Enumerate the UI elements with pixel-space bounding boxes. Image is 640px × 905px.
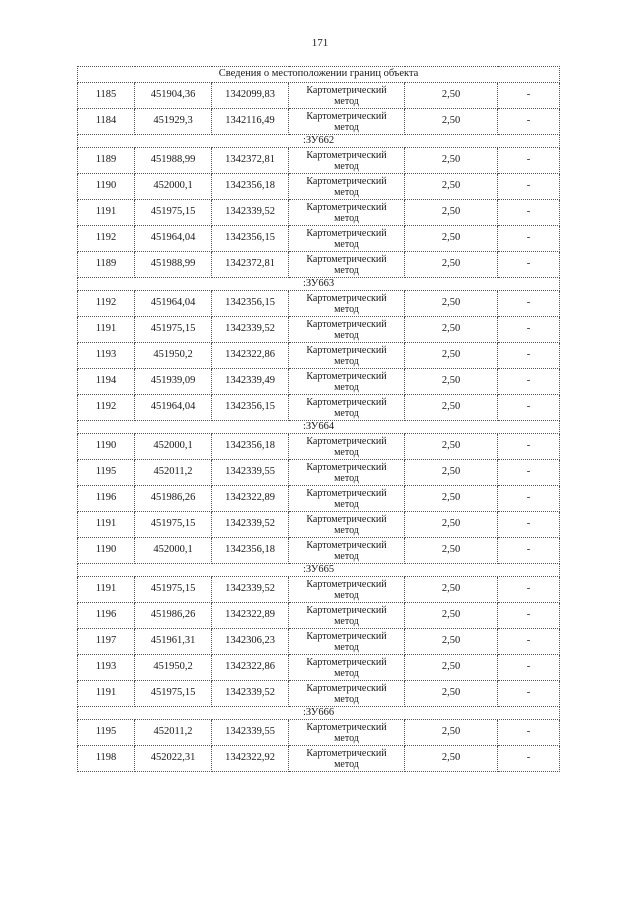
- method-line: Картометрический: [306, 539, 387, 551]
- section-label: :ЗУ663: [78, 278, 560, 291]
- x-coordinate-cell: 451975,15: [135, 681, 212, 707]
- method-line: метод: [334, 472, 359, 484]
- section-label: :ЗУ664: [78, 421, 560, 434]
- accuracy-cell: 2,50: [405, 226, 498, 252]
- point-number-cell: 1191: [78, 317, 135, 343]
- method-cell: [289, 395, 405, 421]
- table-row: [78, 720, 560, 746]
- table-row: [78, 681, 560, 707]
- x-coordinate-cell: 452022,31: [135, 746, 212, 772]
- point-number-cell: 1191: [78, 681, 135, 707]
- note-cell: -: [498, 460, 560, 486]
- note-cell: -: [498, 226, 560, 252]
- table-row: [78, 603, 560, 629]
- method-cell: [289, 252, 405, 278]
- point-number-cell: 1190: [78, 538, 135, 564]
- x-coordinate-cell: 451929,3: [135, 109, 212, 135]
- note-cell: -: [498, 681, 560, 707]
- point-number-cell: 1191: [78, 200, 135, 226]
- section-label: :ЗУ666: [78, 707, 560, 720]
- section-row: [78, 564, 560, 577]
- note-cell: -: [498, 83, 560, 109]
- method-cell: [289, 538, 405, 564]
- note-cell: -: [498, 603, 560, 629]
- method-line: метод: [334, 641, 359, 653]
- section-row: [78, 707, 560, 720]
- y-coordinate-cell: 1342099,83: [212, 83, 289, 109]
- method-line: метод: [334, 498, 359, 510]
- method-cell: [289, 317, 405, 343]
- x-coordinate-cell: 451988,99: [135, 252, 212, 278]
- accuracy-cell: 2,50: [405, 83, 498, 109]
- y-coordinate-cell: 1342306,23: [212, 629, 289, 655]
- point-number-cell: 1189: [78, 148, 135, 174]
- x-coordinate-cell: 451975,15: [135, 200, 212, 226]
- table-row: [78, 746, 560, 772]
- method-line: Картометрический: [306, 84, 387, 96]
- y-coordinate-cell: 1342322,92: [212, 746, 289, 772]
- note-cell: -: [498, 746, 560, 772]
- y-coordinate-cell: 1342339,55: [212, 720, 289, 746]
- y-coordinate-cell: 1342339,55: [212, 460, 289, 486]
- y-coordinate-cell: 1342356,18: [212, 174, 289, 200]
- accuracy-cell: 2,50: [405, 655, 498, 681]
- method-line: метод: [334, 264, 359, 276]
- x-coordinate-cell: 451986,26: [135, 486, 212, 512]
- method-cell: [289, 291, 405, 317]
- method-line: Картометрический: [306, 578, 387, 590]
- method-cell: [289, 655, 405, 681]
- method-line: метод: [334, 524, 359, 536]
- method-line: метод: [334, 329, 359, 341]
- accuracy-cell: 2,50: [405, 460, 498, 486]
- table-row: [78, 629, 560, 655]
- table-row: [78, 486, 560, 512]
- y-coordinate-cell: 1342339,52: [212, 577, 289, 603]
- method-line: метод: [334, 95, 359, 107]
- y-coordinate-cell: 1342356,15: [212, 395, 289, 421]
- accuracy-cell: 2,50: [405, 291, 498, 317]
- accuracy-cell: 2,50: [405, 603, 498, 629]
- method-cell: [289, 226, 405, 252]
- method-line: Картометрический: [306, 370, 387, 382]
- table-row: [78, 434, 560, 460]
- note-cell: -: [498, 200, 560, 226]
- table-row: [78, 200, 560, 226]
- point-number-cell: 1190: [78, 434, 135, 460]
- method-line: Картометрический: [306, 461, 387, 473]
- point-number-cell: 1196: [78, 603, 135, 629]
- method-cell: [289, 720, 405, 746]
- y-coordinate-cell: 1342322,86: [212, 343, 289, 369]
- method-line: Картометрический: [306, 721, 387, 733]
- method-cell: [289, 460, 405, 486]
- method-cell: [289, 343, 405, 369]
- method-line: метод: [334, 238, 359, 250]
- section-row: [78, 278, 560, 291]
- y-coordinate-cell: 1342339,52: [212, 681, 289, 707]
- note-cell: -: [498, 629, 560, 655]
- x-coordinate-cell: 451986,26: [135, 603, 212, 629]
- method-line: Картометрический: [306, 227, 387, 239]
- method-line: Картометрический: [306, 253, 387, 265]
- table-row: [78, 148, 560, 174]
- method-line: метод: [334, 693, 359, 705]
- x-coordinate-cell: 451975,15: [135, 577, 212, 603]
- table-title-row: [78, 67, 560, 83]
- table-row: [78, 460, 560, 486]
- method-line: метод: [334, 407, 359, 419]
- method-line: метод: [334, 381, 359, 393]
- point-number-cell: 1191: [78, 577, 135, 603]
- accuracy-cell: 2,50: [405, 395, 498, 421]
- page-number: 171: [311, 37, 329, 49]
- table-row: [78, 512, 560, 538]
- method-line: метод: [334, 186, 359, 198]
- y-coordinate-cell: 1342356,15: [212, 226, 289, 252]
- x-coordinate-cell: 451950,2: [135, 655, 212, 681]
- x-coordinate-cell: 451961,31: [135, 629, 212, 655]
- x-coordinate-cell: 451964,04: [135, 395, 212, 421]
- method-cell: [289, 83, 405, 109]
- note-cell: -: [498, 252, 560, 278]
- method-cell: [289, 746, 405, 772]
- method-line: метод: [334, 160, 359, 172]
- method-line: метод: [334, 589, 359, 601]
- method-line: Картометрический: [306, 149, 387, 161]
- method-line: Картометрический: [306, 175, 387, 187]
- point-number-cell: 1192: [78, 226, 135, 252]
- x-coordinate-cell: 451904,36: [135, 83, 212, 109]
- note-cell: -: [498, 174, 560, 200]
- point-number-cell: 1191: [78, 512, 135, 538]
- note-cell: -: [498, 343, 560, 369]
- note-cell: -: [498, 655, 560, 681]
- section-label: :ЗУ665: [78, 564, 560, 577]
- method-line: метод: [334, 732, 359, 744]
- method-line: Картометрический: [306, 318, 387, 330]
- point-number-cell: 1192: [78, 395, 135, 421]
- method-cell: [289, 577, 405, 603]
- method-line: метод: [334, 121, 359, 133]
- accuracy-cell: 2,50: [405, 200, 498, 226]
- x-coordinate-cell: 451988,99: [135, 148, 212, 174]
- table-row: [78, 291, 560, 317]
- x-coordinate-cell: 452000,1: [135, 174, 212, 200]
- method-line: метод: [334, 667, 359, 679]
- method-line: Картометрический: [306, 344, 387, 356]
- note-cell: -: [498, 148, 560, 174]
- point-number-cell: 1198: [78, 746, 135, 772]
- accuracy-cell: 2,50: [405, 343, 498, 369]
- y-coordinate-cell: 1342339,52: [212, 512, 289, 538]
- point-number-cell: 1195: [78, 460, 135, 486]
- method-cell: [289, 174, 405, 200]
- y-coordinate-cell: 1342322,89: [212, 486, 289, 512]
- accuracy-cell: 2,50: [405, 434, 498, 460]
- table-row: [78, 317, 560, 343]
- accuracy-cell: 2,50: [405, 681, 498, 707]
- point-number-cell: 1190: [78, 174, 135, 200]
- section-row: [78, 135, 560, 148]
- table-row: [78, 226, 560, 252]
- note-cell: -: [498, 395, 560, 421]
- x-coordinate-cell: 452000,1: [135, 434, 212, 460]
- note-cell: -: [498, 720, 560, 746]
- method-line: Картометрический: [306, 747, 387, 759]
- method-line: метод: [334, 303, 359, 315]
- boundary-table-body: [78, 67, 560, 772]
- y-coordinate-cell: 1342339,49: [212, 369, 289, 395]
- accuracy-cell: 2,50: [405, 148, 498, 174]
- accuracy-cell: 2,50: [405, 577, 498, 603]
- method-line: Картометрический: [306, 487, 387, 499]
- point-number-cell: 1197: [78, 629, 135, 655]
- method-line: Картометрический: [306, 292, 387, 304]
- x-coordinate-cell: 451975,15: [135, 317, 212, 343]
- accuracy-cell: 2,50: [405, 174, 498, 200]
- accuracy-cell: 2,50: [405, 512, 498, 538]
- method-line: метод: [334, 758, 359, 770]
- x-coordinate-cell: 451975,15: [135, 512, 212, 538]
- accuracy-cell: 2,50: [405, 109, 498, 135]
- note-cell: -: [498, 538, 560, 564]
- y-coordinate-cell: 1342322,86: [212, 655, 289, 681]
- point-number-cell: 1193: [78, 655, 135, 681]
- y-coordinate-cell: 1342116,49: [212, 109, 289, 135]
- table-row: [78, 109, 560, 135]
- accuracy-cell: 2,50: [405, 317, 498, 343]
- method-line: Картометрический: [306, 682, 387, 694]
- method-line: метод: [334, 355, 359, 367]
- method-line: Картометрический: [306, 513, 387, 525]
- table-row: [78, 395, 560, 421]
- method-line: Картометрический: [306, 110, 387, 122]
- table-row: [78, 655, 560, 681]
- note-cell: -: [498, 109, 560, 135]
- y-coordinate-cell: 1342356,18: [212, 434, 289, 460]
- point-number-cell: 1194: [78, 369, 135, 395]
- method-line: Картометрический: [306, 435, 387, 447]
- note-cell: -: [498, 291, 560, 317]
- note-cell: -: [498, 512, 560, 538]
- section-row: [78, 421, 560, 434]
- table-row: [78, 343, 560, 369]
- accuracy-cell: 2,50: [405, 486, 498, 512]
- method-cell: [289, 486, 405, 512]
- y-coordinate-cell: 1342339,52: [212, 317, 289, 343]
- y-coordinate-cell: 1342372,81: [212, 252, 289, 278]
- table-title: Сведения о местоположении границ объекта: [78, 67, 560, 83]
- table-row: [78, 252, 560, 278]
- y-coordinate-cell: 1342322,89: [212, 603, 289, 629]
- accuracy-cell: 2,50: [405, 629, 498, 655]
- note-cell: -: [498, 369, 560, 395]
- method-line: Картометрический: [306, 656, 387, 668]
- x-coordinate-cell: 451950,2: [135, 343, 212, 369]
- boundary-table: [77, 66, 560, 772]
- method-cell: [289, 512, 405, 538]
- method-cell: [289, 629, 405, 655]
- method-line: Картометрический: [306, 630, 387, 642]
- method-cell: [289, 369, 405, 395]
- x-coordinate-cell: 452011,2: [135, 720, 212, 746]
- x-coordinate-cell: 451939,09: [135, 369, 212, 395]
- note-cell: -: [498, 434, 560, 460]
- method-cell: [289, 109, 405, 135]
- y-coordinate-cell: 1342356,15: [212, 291, 289, 317]
- method-line: Картометрический: [306, 604, 387, 616]
- method-line: Картометрический: [306, 201, 387, 213]
- method-line: метод: [334, 446, 359, 458]
- x-coordinate-cell: 452000,1: [135, 538, 212, 564]
- method-cell: [289, 681, 405, 707]
- accuracy-cell: 2,50: [405, 746, 498, 772]
- point-number-cell: 1189: [78, 252, 135, 278]
- table-row: [78, 577, 560, 603]
- table-row: [78, 83, 560, 109]
- note-cell: -: [498, 577, 560, 603]
- y-coordinate-cell: 1342372,81: [212, 148, 289, 174]
- table-row: [78, 174, 560, 200]
- table-row: [78, 538, 560, 564]
- point-number-cell: 1192: [78, 291, 135, 317]
- point-number-cell: 1193: [78, 343, 135, 369]
- point-number-cell: 1195: [78, 720, 135, 746]
- accuracy-cell: 2,50: [405, 538, 498, 564]
- accuracy-cell: 2,50: [405, 369, 498, 395]
- x-coordinate-cell: 451964,04: [135, 291, 212, 317]
- accuracy-cell: 2,50: [405, 252, 498, 278]
- method-line: метод: [334, 550, 359, 562]
- method-cell: [289, 148, 405, 174]
- point-number-cell: 1184: [78, 109, 135, 135]
- accuracy-cell: 2,50: [405, 720, 498, 746]
- x-coordinate-cell: 452011,2: [135, 460, 212, 486]
- method-line: Картометрический: [306, 396, 387, 408]
- method-line: метод: [334, 615, 359, 627]
- y-coordinate-cell: 1342356,18: [212, 538, 289, 564]
- x-coordinate-cell: 451964,04: [135, 226, 212, 252]
- table-row: [78, 369, 560, 395]
- method-cell: [289, 200, 405, 226]
- point-number-cell: 1185: [78, 83, 135, 109]
- note-cell: -: [498, 317, 560, 343]
- y-coordinate-cell: 1342339,52: [212, 200, 289, 226]
- point-number-cell: 1196: [78, 486, 135, 512]
- method-line: метод: [334, 212, 359, 224]
- section-label: :ЗУ662: [78, 135, 560, 148]
- method-cell: [289, 434, 405, 460]
- note-cell: -: [498, 486, 560, 512]
- method-cell: [289, 603, 405, 629]
